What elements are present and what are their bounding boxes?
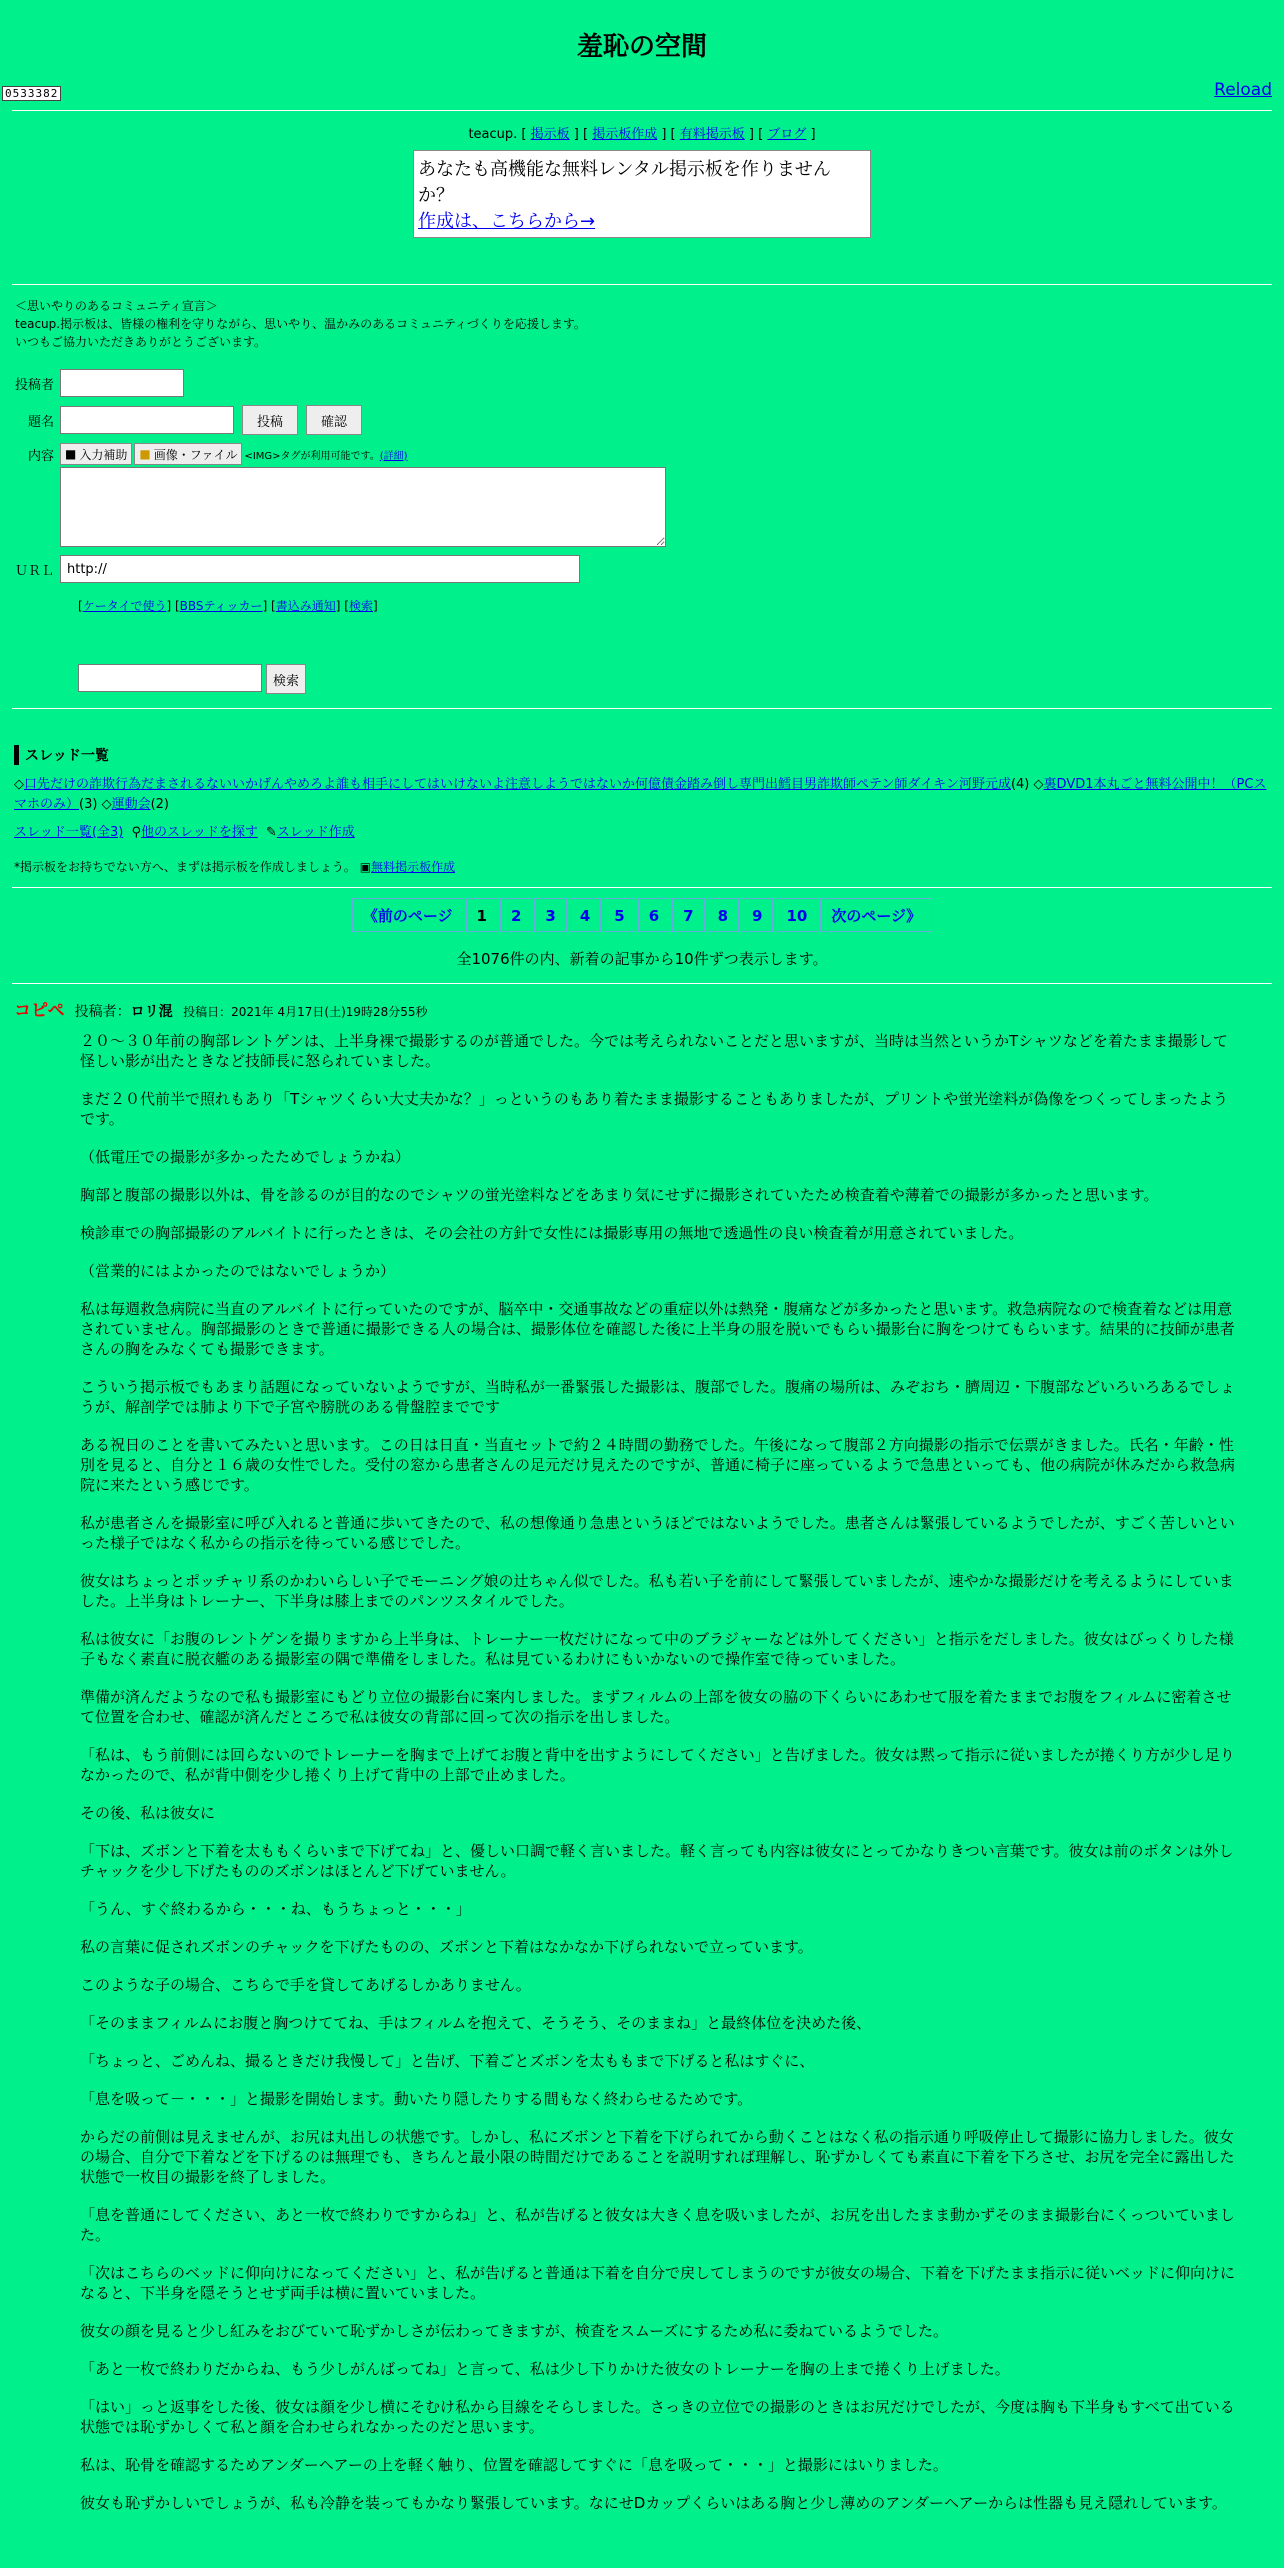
post-paragraph: こういう掲示板でもあまり話題になっていないようですが、当時私が一番緊張した撮影は、腹部でした。腹痛の場所は、みぞおち・臍周辺・下腹部などいろいろあるでしょうが、解剖学では肺より下で子宮や膀胱のある骨盤腔までです <box>80 1378 1235 1416</box>
image-file-label: 画像・ファイル <box>153 447 238 462</box>
post-paragraph: ある祝日のことを書いてみたいと思います。この日は日直・当直セットで約２４時間の勤務でした。午後になって腹部２方向撮影の指示で伝票がきました。氏名・年齢・性別を見ると、自分と１６歳の女性でした。受付の窓から患者さんの足元だけ見えたのですが、普通に椅子に座っているようで急患といっても、他の病院が休みだから救急病院に来たという感じです。 <box>80 1436 1236 1494</box>
bbs-ticker-link[interactable]: BBSティッカー <box>179 599 263 613</box>
post-paragraph: 「下は、ズボンと下着を太ももくらいまで下げてね」と、優しい口調で軽く言いました。軽く言っても内容は彼女にとってかなりきつい言葉です。彼女は前のボタンは外しチャックを少し下げたもののズボンはほとんど下げていません。 <box>80 1842 1234 1880</box>
declaration-heading: ＜思いやりのあるコミュニティ宣言＞ <box>15 299 218 313</box>
post-paragraph: 「ちょっと、ごめんね、撮るときだけ我慢して」と告げ、下着ごとズボンを太ももまで下げると私はすぐに、 <box>80 2052 815 2070</box>
page-link[interactable]: 9 <box>741 898 773 932</box>
post-paragraph: （営業的にはよかったのではないでしょうか） <box>80 1262 396 1280</box>
divider <box>12 110 1272 111</box>
url-label: ＵＲＬ <box>14 563 54 579</box>
thread-list: ◇口先だけの詐欺行為だまされるないいかげんやめろよ誰も相手にしてはいけないよ注意しようではないか何億債金踏み倒し専門出鱈目男詐欺師ペテン師ダイキン河野元成(4) ◇裏DVD1本丸ごと無料公開中！（PCスマホのみ）(3) ◇運動会(2) <box>14 777 1267 812</box>
post-form <box>14 369 1284 694</box>
input-assist-icon: ■ <box>65 447 77 461</box>
search-link[interactable]: 検索 <box>348 599 373 613</box>
declaration-thanks: いつもご協力いただきありがとうございます。 <box>15 335 267 349</box>
search-area <box>78 664 1284 694</box>
pagination <box>0 898 1284 932</box>
post-paragraph: （低電圧での撮影が多かったためでしょうかね） <box>80 1148 411 1166</box>
author-label: 投稿者 <box>14 377 54 393</box>
declaration-text: teacup.掲示板は、皆様の権利を守りながら、思いやり、温かみのあるコミュニティづくりを応援します。 <box>15 317 586 331</box>
input-assist-button[interactable] <box>60 443 132 465</box>
post-date: 投稿日：2021年 4月17日(土)19時28分55秒 <box>183 1005 428 1019</box>
post-paragraph: 彼女はちょっとポッチャリ系のかわいらしい子でモーニング娘の辻ちゃん似でした。私も若い子を前にして緊張していましたが、速やかな撮影だけを考えるようにしていました。上半身はトレーナー、下半身は膝上までのパンツスタイルでした。 <box>80 1572 1234 1610</box>
thread-count: (3) <box>79 797 98 812</box>
post-paragraph: 私の言葉に促されズボンのチャックを下げたものの、ズボンと下着はなかなか下げられないで立っています。 <box>80 1938 813 1956</box>
page-link[interactable]: 7 <box>672 898 704 932</box>
page-link[interactable]: 6 <box>638 898 670 932</box>
thread-link[interactable]: 口先だけの詐欺行為だまされるないいかげんやめろよ誰も相手にしてはいけないよ注意しようではないか何億債金踏み倒し専門出鱈目男詐欺師ペテン師ダイキン河野元成 <box>24 777 1011 792</box>
post-paragraph: からだの前側は見えませんが、お尻は丸出しの状態です。しかし、私にズボンと下着を下げられてから動くことはなく私の指示通り呼吸停止して撮影に協力しました。彼女の場合、自分で下着などを下げるのは無理でも、きちんと最小限の時間だけであることを説明すれば理解し、恥ずかしくても素直に下着を下ろさせ、お尻を完全に露出した状態で一枚目の撮影を終了しました。 <box>80 2128 1235 2186</box>
thread-link[interactable]: 裏DVD1本丸ごと無料公開中！（PCスマホのみ） <box>14 777 1267 812</box>
page-current: 1 <box>466 898 498 932</box>
ad-box <box>413 150 871 238</box>
page-title: 羞恥の空間 <box>576 32 707 62</box>
nav-link-blog[interactable]: ブログ <box>767 127 807 142</box>
thread-count: (2) <box>150 797 170 812</box>
post-notify-link[interactable]: 書込み通知 <box>275 599 336 613</box>
input-assist-label: 入力補助 <box>79 447 128 462</box>
post-author: ロリ混 <box>130 1004 173 1020</box>
post-paragraph: 私は彼女に「お腹のレントゲンを撮りますから上半身は、トレーナー一枚だけになって中のブラジャーなどは外してください」と指示をだしました。彼女はびっくりした様子もなく素直に脱衣艦のある撮影室の隅で準備をしました。私は見ているわけにもいかないので操作室で待っていました。 <box>80 1630 1234 1668</box>
search-button[interactable]: 検索 <box>266 664 306 694</box>
img-detail-link[interactable]: (詳細) <box>379 450 408 462</box>
thread-list-heading: スレッド一覧 <box>14 745 1284 765</box>
divider <box>12 887 1272 888</box>
subject-label: 題名 <box>27 414 54 430</box>
post-header <box>14 996 1284 1021</box>
page-link[interactable]: 4 <box>569 898 601 932</box>
nav-link-bbs[interactable]: 掲示板 <box>530 127 570 142</box>
post-paragraph: 「はい」っと返事をした後、彼女は顔を少し横にそむけ私から目線をそらしました。さっきの立位での撮影のときはお尻だけでしたが、今度は胸も下半身もすべて出ている状態では恥ずかしくて私と顔を合わせられなかったのだと思います。 <box>80 2398 1235 2436</box>
folder-icon: ■ <box>139 447 151 461</box>
post-paragraph: 「あと一枚で終わりだからね、もう少しがんばってね」と言って、私は少し下りかけた彼女のトレーナーを胸の上まで捲くり上げました。 <box>80 2360 1010 2378</box>
nav-suffix: ] <box>806 127 816 142</box>
confirm-button[interactable]: 確認 <box>306 405 362 435</box>
post-paragraph: ２０～３０年前の胸部レントゲンは、上半身裸で撮影するのが普通でした。今では考えられないことだと思いますが、当時は当然というかTシャツなどを着たまま撮影して怪しい影が出たときなど技師長に怒られていました。 <box>80 1032 1228 1070</box>
page-link[interactable]: 5 <box>603 898 635 932</box>
ad-link[interactable]: 作成は、こちらから→ <box>418 211 596 232</box>
pencil-icon: ✎ <box>265 825 277 840</box>
divider <box>12 284 1272 285</box>
image-file-button[interactable] <box>134 443 242 465</box>
content-label: 内容 <box>27 449 54 464</box>
post-paragraph: 「私は、もう前側には回らないのでトレーナーを胸まで上げてお腹と背中を出すようにしてください」と告げました。彼女は黙って指示に従いましたが捲くり方が少し足りなかったので、私が背中側を少し捲くり上げて背中の上部で止めました。 <box>80 1746 1235 1784</box>
create-thread-link[interactable]: スレッド作成 <box>276 825 355 840</box>
community-declaration <box>15 297 1284 351</box>
teacup-nav <box>0 123 1284 142</box>
nav-link-create-bbs[interactable]: 掲示板作成 <box>592 127 658 142</box>
post-paragraph: 私が患者さんを撮影室に呼び入れると普通に歩いてきたので、私の想像通り急患というほどではないようでした。患者さんは緊張しているようでしたが、すごく苦しいといった様子ではなく私からの指示を待っている感じでした。 <box>80 1514 1235 1552</box>
post-paragraph: 「うん、すぐ終わるから・・・ね、もうちょっと・・・」 <box>80 1900 471 1918</box>
post-body <box>80 1031 1242 2513</box>
post-title: コピペ <box>14 1001 65 1021</box>
bbs-icon: ▣ <box>359 860 372 874</box>
post-paragraph: 検診車での胸部撮影のアルバイトに行ったときは、その会社の方針で女性には撮影専用の無地で透過性の良い検査着が用意されていました。 <box>80 1224 1024 1242</box>
find-threads-link[interactable]: 他のスレッドを探す <box>140 825 258 840</box>
post-paragraph: 私は、恥骨を確認するためアンダーヘアーの上を軽く触り、位置を確認してすぐに「息を吸って・・・」と撮影にはいりました。 <box>80 2456 948 2474</box>
post-paragraph: 胸部と腹部の撮影以外は、骨を診るのが目的なのでシャツの蛍光塗料などをあまり気にせずに撮影されていたため検査着や薄着での撮影が多かったと思います。 <box>80 1186 1159 1204</box>
post-paragraph: 「そのままフィルムにお腹と胸つけててね、手はフィルムを抱えて、そうそう、そのままね」と最終体位を決めた後、 <box>80 2014 872 2032</box>
page-link[interactable]: 10 <box>775 898 818 932</box>
post-count-summary: 全1076件の内、新着の記事から10件ずつ表示します。 <box>456 950 828 968</box>
img-tag-note: <IMG>タグが利用可能です。 <box>244 450 380 462</box>
thread-count: (4) <box>1010 777 1030 792</box>
url-input[interactable] <box>60 555 580 583</box>
next-page-link[interactable]: 次のページ》 <box>820 898 932 932</box>
post-button[interactable]: 投稿 <box>242 405 298 435</box>
nav-sep: ] [ <box>744 127 768 142</box>
divider <box>12 983 1272 984</box>
post-paragraph: 彼女も恥ずかしいでしょうが、私も冷静を装ってもかなり緊張しています。なにせDカップくらいはある胸と少し薄めのアンダーヘアーからは性器も見え隠れしています。 <box>80 2494 1227 2512</box>
nav-link-paid-bbs[interactable]: 有料掲示板 <box>679 127 745 142</box>
content-textarea[interactable] <box>60 467 666 547</box>
free-bbs-create-link[interactable]: 無料掲示板作成 <box>371 860 456 874</box>
post-paragraph: 準備が済んだようなので私も撮影室にもどり立位の撮影台に案内しました。まずフィルムの上部を彼女の脇の下くらいにあわせて服を着たままでお腹をフィルムに密着させて位置を合わせ、確認が済んだところで私は彼女の背部に回って次の指示を出しました。 <box>80 1688 1232 1726</box>
post-paragraph: 「次はこちらのベッドに仰向けになってください」と、私が告げると普通は下着を自分で戻してしまうのですが彼女の場合、下着を下げたまま指示に従いベッドに仰向けになると、下半身を隠そうとせず両手は横に置いていました。 <box>80 2264 1236 2302</box>
search-input[interactable] <box>78 664 262 692</box>
post-paragraph: まだ２０代前半で照れもあり「Tシャツくらい大丈夫かな？」っというのもあり着たまま撮影することもありましたが、プリントや蛍光塗料が偽像をつくってしまったようです。 <box>80 1090 1228 1128</box>
nav-prefix: teacup. [ <box>468 127 527 142</box>
post-paragraph: このような子の場合、こちらで手を貸してあげるしかありません。 <box>80 1976 531 1994</box>
create-bbs-note <box>14 858 1284 875</box>
person-icon: ⚲ <box>131 825 141 840</box>
all-threads-link[interactable]: スレッド一覧(全3) <box>14 825 124 840</box>
post-paragraph: 「息を普通にしてください、あと一枚で終わりですからね」と、私が告げると彼女は大きく息を吸いましたが、お尻を出したまま動かずそのまま撮影台にくっついていました。 <box>80 2206 1235 2244</box>
nav-sep: ] [ <box>657 127 680 142</box>
post-paragraph: 「息を吸って－・・・」と撮影を開始します。動いたり隠したりする間もなく終わらせるためです。 <box>80 2090 753 2108</box>
thread-link[interactable]: 運動会 <box>111 797 151 812</box>
divider <box>12 708 1272 709</box>
note-text: *掲示板をお持ちでない方へ、まずは掲示板を作成しましょう。 <box>14 860 356 874</box>
prev-page-link[interactable]: 《前のページ <box>352 898 464 932</box>
post-paragraph: 彼女の顔を見ると少し紅みをおびていて恥ずかしさが伝わってきますが、検査をスムーズにするため私に委ねているようでした。 <box>80 2322 948 2340</box>
page-link[interactable]: 8 <box>707 898 739 932</box>
reload-link[interactable]: Reload <box>1214 80 1272 100</box>
form-links: [ケータイで使う] [BBSティッカー] [書込み通知] [検索] <box>78 599 378 613</box>
mobile-link[interactable]: ケータイで使う <box>82 599 167 613</box>
post-paragraph: 私は毎週救急病院に当直のアルバイトに行っていたのですが、脳卒中・交通事故などの重症以外は熱発・腹痛などが多かったと思います。救急病院なので検査着などは用意されていません。胸部撮影のときで普通に撮影できる人の場合は、撮影体位を確認した後に上半身の服を脱いでもらい撮影台に胸をつけてもらいます。結果的に技師が患者さんの胸をみなくても撮影できます。 <box>80 1300 1235 1358</box>
nav-sep: ] [ <box>569 127 593 142</box>
author-input[interactable] <box>60 369 184 397</box>
top-bar <box>0 66 1284 110</box>
subject-input[interactable] <box>60 406 234 434</box>
page-link[interactable]: 3 <box>534 898 566 932</box>
access-counter: 0533382 <box>2 86 61 101</box>
thread-actions <box>14 821 1284 840</box>
post-author-label: 投稿者： <box>74 1004 131 1020</box>
ad-text: あなたも高機能な無料レンタル掲示板を作りませんか？ <box>418 159 831 206</box>
page-link[interactable]: 2 <box>500 898 532 932</box>
post-paragraph: その後、私は彼女に <box>80 1804 216 1822</box>
